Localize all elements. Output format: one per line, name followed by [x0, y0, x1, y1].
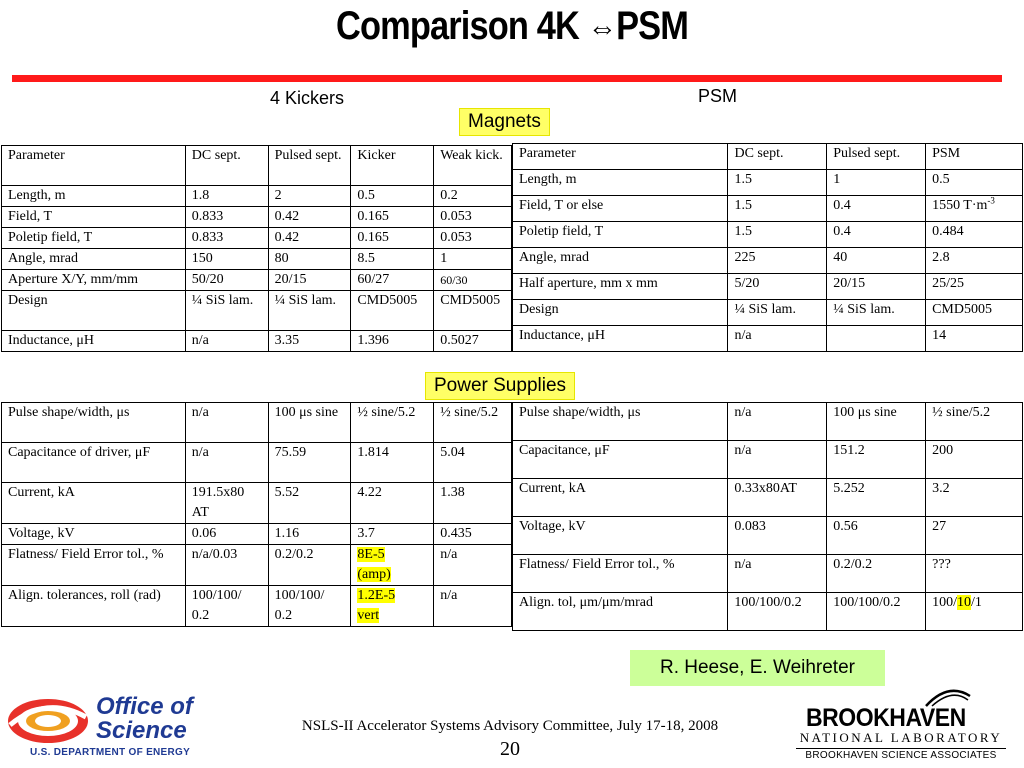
psm-heading: PSM	[698, 86, 738, 106]
table-cell	[926, 593, 1023, 631]
table-cell: 100/100/0.2	[827, 593, 926, 631]
table-cell: 0.083	[728, 517, 827, 555]
magnets-label: Magnets	[459, 108, 550, 136]
title-main: Comparison 4K	[335, 4, 588, 48]
table-cell: CMD5005	[926, 300, 1023, 326]
slide-title	[72, 4, 953, 49]
table-cell: 0.4	[827, 222, 926, 248]
table-cell: 1.8	[185, 186, 268, 207]
table-cell: ¼ SiS lam.	[268, 291, 351, 331]
table-cell: 0.2	[434, 186, 512, 207]
table-cell: Poletip field, T	[2, 228, 186, 249]
table-cell: 3.7	[351, 524, 434, 545]
doe-swirl-icon	[6, 695, 90, 747]
table-row	[2, 249, 512, 270]
bnl-associates: BROOKHAVEN SCIENCE ASSOCIATES	[796, 748, 1006, 761]
table-cell: Aperture X/Y, mm/mm	[2, 270, 186, 291]
brookhaven-logo	[796, 686, 1016, 766]
table-cell: CMD5005	[434, 291, 512, 331]
table-cell: Current, kA	[2, 483, 186, 524]
table-cell: n/a	[185, 331, 268, 352]
table-cell: CMD5005	[351, 291, 434, 331]
table-cell: 0.5	[351, 186, 434, 207]
table-cell: DC sept.	[185, 146, 268, 186]
double-arrow-icon: ⇔	[587, 9, 617, 47]
table-cell: ¼ SiS lam.	[185, 291, 268, 331]
table-cell: 100/100/0.2	[728, 593, 827, 631]
table-cell: 60/27	[351, 270, 434, 291]
table-cell: Parameter	[513, 144, 728, 170]
table-cell: 60/30	[434, 270, 512, 291]
table-cell: 191.5x80 AT	[185, 483, 268, 524]
table-cell: 5.04	[434, 443, 512, 483]
table-cell: Design	[513, 300, 728, 326]
table-header-row	[513, 144, 1023, 170]
table-cell: 0.06	[185, 524, 268, 545]
table-row	[2, 586, 512, 627]
highlighted-value: (amp)	[357, 567, 391, 582]
table-row	[2, 207, 512, 228]
table-cell: n/a	[728, 326, 827, 352]
table-cell: n/a/0.03	[185, 545, 268, 586]
table-cell: 0.833	[185, 207, 268, 228]
table-cell: 2.8	[926, 248, 1023, 274]
table-row	[513, 300, 1023, 326]
table-cell: n/a	[434, 586, 512, 627]
table-cell: 1.16	[268, 524, 351, 545]
table-cell: 1.38	[434, 483, 512, 524]
table-cell: Length, m	[513, 170, 728, 196]
table-cell: Design	[2, 291, 186, 331]
table-cell: 25/25	[926, 274, 1023, 300]
table-cell: 0.42	[268, 228, 351, 249]
table-row	[513, 555, 1023, 593]
table-cell: 1.396	[351, 331, 434, 352]
table-cell: 75.59	[268, 443, 351, 483]
table-cell: 0.053	[434, 207, 512, 228]
table-cell: 0.2/0.2	[268, 545, 351, 586]
table-cell: n/a	[185, 403, 268, 443]
table-cell: n/a	[185, 443, 268, 483]
table-cell: Voltage, kV	[2, 524, 186, 545]
title-suffix: PSM	[616, 4, 689, 48]
table-cell: DC sept.	[728, 144, 827, 170]
table-cell: Flatness/ Field Error tol., %	[513, 555, 728, 593]
table-row	[2, 524, 512, 545]
table-cell: Angle, mrad	[2, 249, 186, 270]
table-cell: 0.56	[827, 517, 926, 555]
table-cell: ½ sine/5.2	[351, 403, 434, 443]
table-row	[513, 593, 1023, 631]
table-row	[2, 545, 512, 586]
table-cell: 100 μs sine	[268, 403, 351, 443]
table-cell: 3.2	[926, 479, 1023, 517]
table-cell: Pulse shape/width, μs	[2, 403, 186, 443]
table-row	[513, 170, 1023, 196]
table-cell: Inductance, μH	[2, 331, 186, 352]
table-cell: Pulse shape/width, μs	[513, 403, 728, 441]
psm-magnets-table	[512, 143, 1023, 352]
table-cell: 0.5	[926, 170, 1023, 196]
table-cell: 20/15	[268, 270, 351, 291]
table-cell: 100/100/ 0.2	[185, 586, 268, 627]
psm-power-table	[512, 402, 1023, 631]
table-cell: 225	[728, 248, 827, 274]
table-cell: Pulsed sept.	[268, 146, 351, 186]
table-cell: Weak kick.	[434, 146, 512, 186]
doe-subtitle: U.S. DEPARTMENT OF ENERGY	[30, 747, 191, 758]
kickers-heading: 4 Kickers	[270, 88, 345, 108]
table-cell: 40	[827, 248, 926, 274]
bnl-name: BROOKHAVEN	[806, 704, 966, 732]
table-cell: Capacitance, μF	[513, 441, 728, 479]
table-cell: Pulsed sept.	[827, 144, 926, 170]
table-cell: 5/20	[728, 274, 827, 300]
table-cell: 200	[926, 441, 1023, 479]
table-cell: 20/15	[827, 274, 926, 300]
table-row	[2, 270, 512, 291]
table-cell: 0.833	[185, 228, 268, 249]
table-row	[2, 403, 512, 443]
table-cell: 0.435	[434, 524, 512, 545]
table-cell: 1.5	[728, 196, 827, 222]
table-row	[2, 483, 512, 524]
table-cell: 8.5	[351, 249, 434, 270]
table-cell: 150	[185, 249, 268, 270]
table-cell: ???	[926, 555, 1023, 593]
table-cell: 1	[434, 249, 512, 270]
highlighted-value: 1.2E-5	[357, 588, 396, 603]
table-cell: 0.165	[351, 207, 434, 228]
table-cell: ¼ SiS lam.	[728, 300, 827, 326]
table-cell: 1.814	[351, 443, 434, 483]
table-cell: 5.52	[268, 483, 351, 524]
table-header-row	[2, 146, 512, 186]
title-divider	[12, 75, 1002, 82]
table-cell: 50/20	[185, 270, 268, 291]
highlighted-value: vert	[357, 608, 380, 623]
table-cell: 0.2/0.2	[827, 555, 926, 593]
table-cell: 100 μs sine	[827, 403, 926, 441]
kickers-magnets-table	[1, 145, 512, 352]
table-row	[513, 517, 1023, 555]
table-cell: Align. tol, μm/μm/mrad	[513, 593, 728, 631]
table-cell: Inductance, μH	[513, 326, 728, 352]
table-cell: ½ sine/5.2	[434, 403, 512, 443]
table-row	[2, 291, 512, 331]
field-value: 1550 T·m	[932, 198, 988, 213]
page-number: 20	[500, 738, 520, 760]
table-cell: Voltage, kV	[513, 517, 728, 555]
bnl-lab: NATIONAL LABORATORY	[799, 730, 1003, 745]
table-cell	[351, 586, 434, 627]
align-part: 100/	[932, 595, 958, 610]
table-cell: Poletip field, T	[513, 222, 728, 248]
table-row	[513, 441, 1023, 479]
table-row	[513, 479, 1023, 517]
table-cell: Half aperture, mm x mm	[513, 274, 728, 300]
table-row	[513, 326, 1023, 352]
table-row	[513, 274, 1023, 300]
kickers-power-table	[1, 402, 512, 627]
office-of-science-logo	[6, 695, 246, 765]
table-cell: 3.35	[268, 331, 351, 352]
table-cell: 0.42	[268, 207, 351, 228]
align-part: /1	[971, 595, 982, 610]
table-cell: 0.484	[926, 222, 1023, 248]
table-cell: n/a	[728, 441, 827, 479]
field-exponent: -3	[987, 195, 995, 206]
table-cell: 0.165	[351, 228, 434, 249]
table-cell: 151.2	[827, 441, 926, 479]
table-cell: 2	[268, 186, 351, 207]
table-cell: 14	[926, 326, 1023, 352]
table-row	[513, 403, 1023, 441]
table-cell: Parameter	[2, 146, 186, 186]
table-cell: Flatness/ Field Error tol., %	[2, 545, 186, 586]
table-cell: ¼ SiS lam.	[827, 300, 926, 326]
table-cell: 5.252	[827, 479, 926, 517]
table-row	[2, 331, 512, 352]
ofs-line1: Office of	[96, 693, 193, 720]
table-cell: 1.5	[728, 222, 827, 248]
table-cell: Field, T	[2, 207, 186, 228]
highlighted-value: 10	[957, 595, 972, 610]
table-cell: 1	[827, 170, 926, 196]
ofs-line2: Science	[96, 717, 187, 744]
table-cell	[827, 326, 926, 352]
table-cell: 0.4	[827, 196, 926, 222]
table-cell: Length, m	[2, 186, 186, 207]
table-cell: 27	[926, 517, 1023, 555]
table-cell: 100/100/ 0.2	[268, 586, 351, 627]
table-cell: Field, T or else	[513, 196, 728, 222]
table-cell: Angle, mrad	[513, 248, 728, 274]
table-row	[513, 248, 1023, 274]
highlighted-value: 8E-5	[357, 547, 385, 562]
table-cell: n/a	[434, 545, 512, 586]
table-cell: 4.22	[351, 483, 434, 524]
ofs-wordmark	[96, 695, 193, 743]
table-row	[2, 186, 512, 207]
table-cell: 0.053	[434, 228, 512, 249]
footer-text: NSLS-II Accelerator Systems Advisory Committee, July 17-18, 2008	[301, 718, 719, 734]
table-row	[513, 222, 1023, 248]
table-row	[2, 228, 512, 249]
table-cell: n/a	[728, 555, 827, 593]
table-cell	[351, 545, 434, 586]
table-cell: n/a	[728, 403, 827, 441]
table-cell: Kicker	[351, 146, 434, 186]
authors-box: R. Heese, E. Weihreter	[630, 650, 885, 686]
table-row	[513, 196, 1023, 222]
table-cell	[926, 196, 1023, 222]
table-cell: Align. tolerances, roll (rad)	[2, 586, 186, 627]
table-cell: ½ sine/5.2	[926, 403, 1023, 441]
power-supplies-label: Power Supplies	[425, 372, 575, 400]
table-cell: 0.33x80AT	[728, 479, 827, 517]
table-cell: 1.5	[728, 170, 827, 196]
table-cell: Current, kA	[513, 479, 728, 517]
table-cell: Capacitance of driver, μF	[2, 443, 186, 483]
table-cell: 80	[268, 249, 351, 270]
table-cell: PSM	[926, 144, 1023, 170]
table-cell: 0.5027	[434, 331, 512, 352]
table-row	[2, 443, 512, 483]
